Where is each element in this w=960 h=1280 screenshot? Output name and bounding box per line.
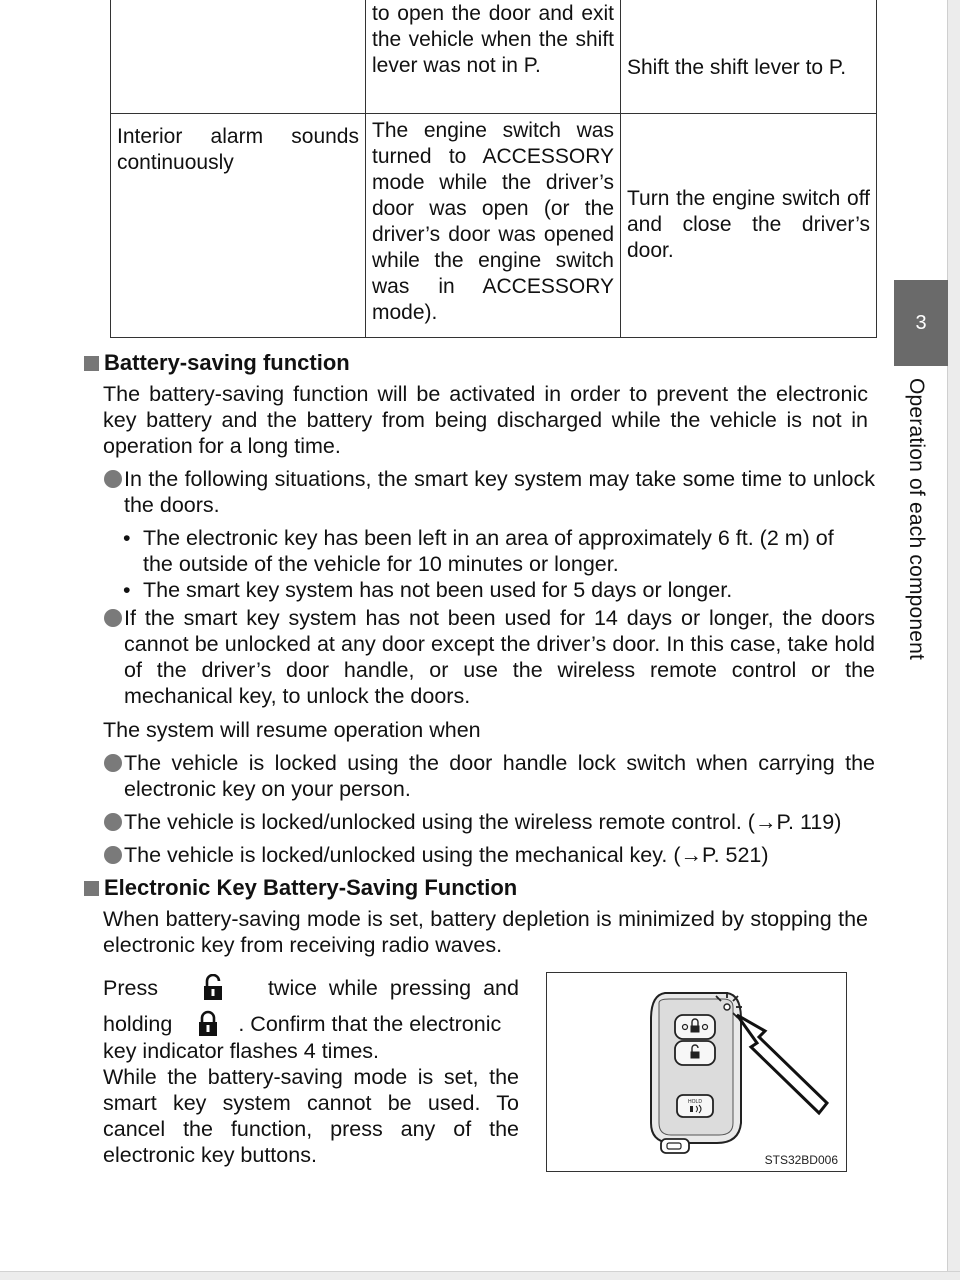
table-row — [111, 0, 877, 114]
bullet-dot-icon — [104, 846, 122, 864]
solution-cell: Turn the engine switch off and close the driver’s door. — [621, 114, 877, 338]
bullet-dot-icon — [104, 609, 122, 627]
figure-code: STS32BD006 — [764, 1153, 838, 1167]
heading-square-icon — [84, 356, 99, 371]
cause-cell: to open the door and exit the vehicle when the shift lever was not in P. — [366, 0, 621, 114]
pointer-arrow-icon — [737, 1015, 827, 1113]
hold-label: HOLD — [688, 1099, 702, 1105]
bullet-dot-icon — [104, 813, 122, 831]
symptom-cell — [111, 0, 366, 114]
table-row — [111, 114, 877, 338]
chapter-title: Operation of each component — [905, 378, 928, 661]
press-instruction-line2: holding . Confirm that the electronic — [103, 1012, 502, 1036]
sub-list-item: • The electronic key has been left in an area of approximately 6 ft. (2 m) of the outside of the vehicle for 10 minutes or longer. — [123, 526, 834, 576]
bullet-dot-icon — [104, 470, 122, 488]
list-item: The vehicle is locked using the door handle lock switch when carrying the electronic key on your person. — [103, 750, 875, 802]
bullet-dot-icon — [104, 754, 122, 772]
battery-saving-intro: The battery-saving function will be activated in order to prevent the electronic key battery and the battery from being discharged while the vehicle is not in operation for a long time. — [103, 382, 868, 458]
resume-intro: The system will resume operation when — [103, 718, 481, 742]
section-heading-battery-saving: Battery-saving function — [84, 350, 350, 376]
electronic-key-intro: When battery-saving mode is set, battery depletion is minimized by stopping the electronic key from receiving radio waves. — [103, 907, 868, 957]
list-item: The vehicle is locked/unlocked using the wireless remote control. (→P. 119) — [103, 809, 875, 835]
list-item: The vehicle is locked/unlocked using the mechanical key. (→P. 521) — [103, 842, 875, 868]
page-edge-right — [947, 0, 960, 1280]
solution-cell: Shift the shift lever to P. — [621, 0, 877, 114]
press-instruction-line1: Press twice while pressing and — [103, 976, 519, 1000]
list-item: If the smart key system has not been used for 14 days or longer, the doors cannot be unlocked at any door except the driver’s door. In this case, take hold of the driver’s door handle, or use the wireless remote control or the mechanical key, to unlock the doors. — [103, 605, 875, 709]
unlock-icon — [201, 974, 225, 1002]
list-item: In the following situations, the smart key system may take some time to unlock the doors. — [103, 466, 875, 518]
cause-cell: The engine switch was turned to ACCESSORY mode while the driver’s door was open (or the driver’s door was opened while the engine switch was in ACCESSORY mode). — [366, 114, 621, 338]
symptom-cell: Interior alarm sounds continuously — [111, 114, 366, 338]
sub-list-item: • The smart key system has not been used for 5 days or longer. — [123, 578, 733, 602]
chapter-number: 3 — [915, 311, 927, 334]
heading-square-icon — [84, 881, 99, 896]
smart-key-illustration — [547, 973, 845, 1170]
press-instruction-line3: key indicator flashes 4 times. — [103, 1039, 380, 1063]
smart-key-figure — [546, 972, 847, 1172]
chapter-tab — [894, 280, 948, 366]
lock-icon — [196, 1010, 220, 1038]
troubleshooting-table — [110, 0, 877, 338]
section-heading-electronic-key: Electronic Key Battery-Saving Function — [84, 875, 517, 901]
battery-saving-note: While the battery-saving mode is set, the smart key system cannot be used. To cancel the function, press any of the electronic key buttons. — [103, 1065, 519, 1167]
page-edge-bottom — [0, 1271, 960, 1280]
